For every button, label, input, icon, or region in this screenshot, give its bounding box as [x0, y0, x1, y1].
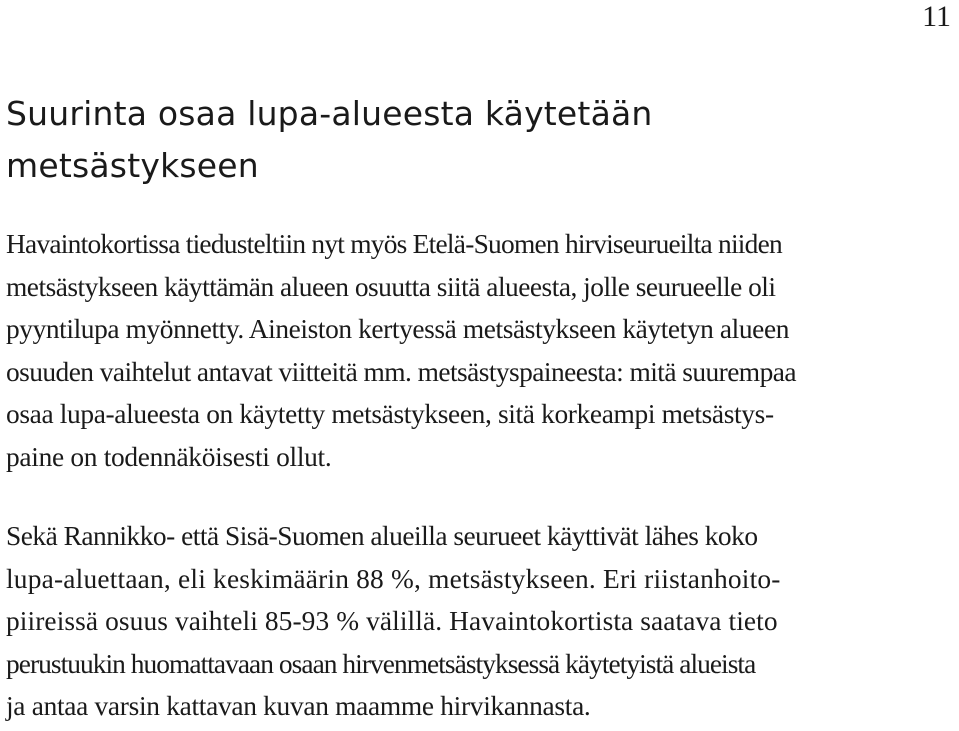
paragraph-line: osuuden vaihtelut antavat viitteitä mm. metsästyspaineesta: mitä suurempaa — [6, 356, 796, 387]
heading-line: Suurinta osaa lupa-alueesta käytetään — [6, 94, 653, 133]
page-number: 11 — [922, 0, 951, 33]
paragraph-line: pyyntilupa myönnetty. Aineiston kertyessä metsästykseen käytetyn alueen — [6, 314, 789, 344]
heading-line: metsästykseen — [6, 146, 259, 185]
paragraph-line: osaa lupa-alueesta on käytetty metsästykseen, sitä korkeampi metsästys- — [6, 399, 774, 429]
section-heading — [6, 88, 946, 192]
paragraph-line: perustuukin huomattavaan osaan hirvenmetsästyksessä käytetyistä alueista — [6, 648, 756, 679]
paragraph-line: piireissä osuus vaihteli 85-93 % välillä. Havaintokortista saatava tieto — [6, 606, 778, 636]
paragraph-2 — [6, 515, 956, 728]
paragraph-line: lupa-aluettaan, eli keskimäärin 88 %, metsästykseen. Eri riistanhoito- — [6, 563, 781, 594]
paragraph-line: ja antaa varsin kattavan kuvan maamme hirvikannasta. — [6, 691, 591, 721]
paragraph-line: Havaintokortissa tiedusteltiin nyt myös Etelä-Suomen hirviseurueilta niiden — [6, 229, 782, 259]
paragraph-line: metsästykseen käyttämän alueen osuutta siitä alueesta, jolle seurueelle oli — [6, 271, 776, 302]
paragraph-line: paine on todennäköisesti ollut. — [6, 441, 332, 472]
paragraph-1 — [6, 223, 956, 478]
paragraph-line: Sekä Rannikko- että Sisä-Suomen alueilla seurueet käyttivät lähes koko — [6, 521, 758, 551]
